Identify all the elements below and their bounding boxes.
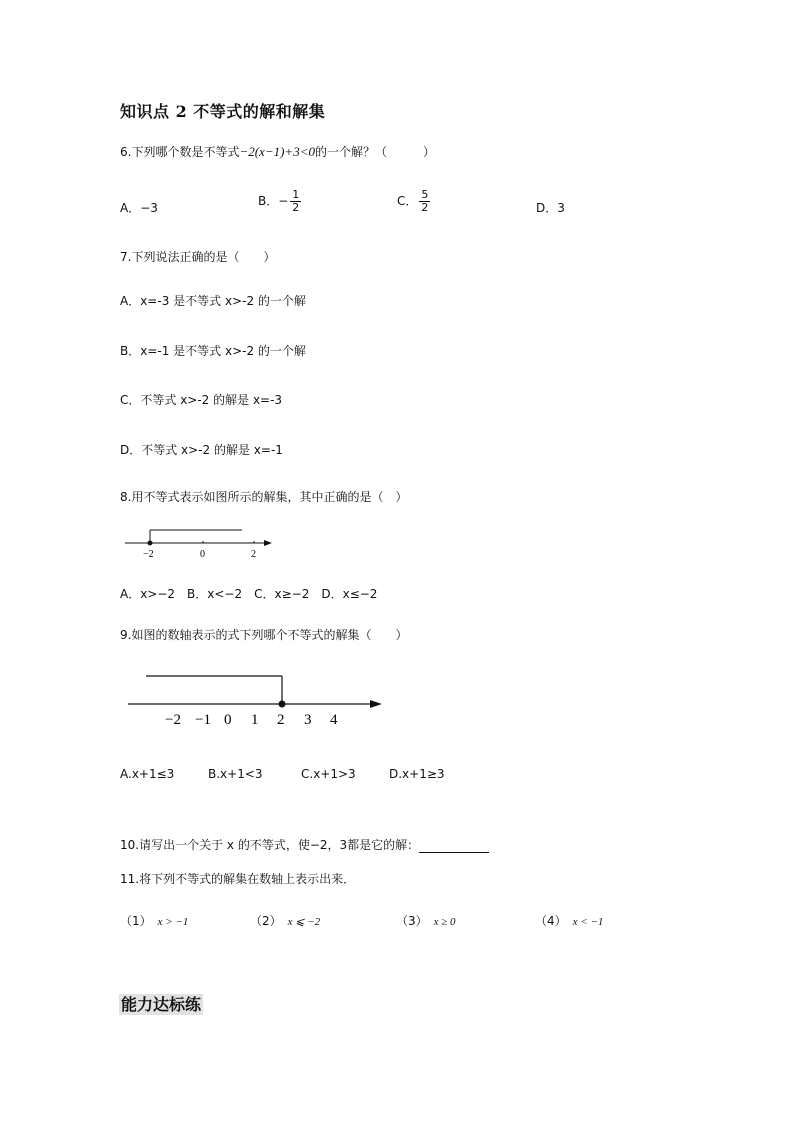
q6-option-b-fraction: $\frac{1}{2}$ <box>292 188 300 214</box>
q11-part-1: （1） x > −1 <box>120 914 189 928</box>
q8-number-line <box>120 522 280 562</box>
section-title: 知识点 2 不等式的解和解集 <box>120 102 326 121</box>
q8-stem: 8.用不等式表示如图所示的解集，其中正确的是（ ） <box>120 490 408 504</box>
q6-option-c-fraction: $\frac{5}{2}$ <box>421 188 429 214</box>
q9-axis-arrow <box>370 700 382 708</box>
q9-label-0: 0 <box>224 712 232 728</box>
q8-label-2: 2 <box>251 549 256 560</box>
q9-option-d: D.x+1≥3 <box>389 767 445 781</box>
q7-option-c: C．不等式 x>-2 的解是 x=-3 <box>120 393 283 407</box>
q9-solid-point <box>279 701 286 708</box>
q6-stem <box>120 143 435 160</box>
q6-prefix: 6.下列哪个数是不等式 <box>120 145 240 159</box>
q9-label-neg1: −1 <box>195 712 211 728</box>
q11-part-4: （4） x < −1 <box>535 914 604 928</box>
q6-suffix: 的一个解？（ ） <box>314 145 435 159</box>
q8-options: A．x>−2 B．x<−2 C．x≥−2 D．x≤−2 <box>120 587 378 601</box>
q8-label-0: 0 <box>200 549 205 560</box>
q7-option-a: A．x=-3 是不等式 x>-2 的一个解 <box>120 294 306 308</box>
q8-axis-arrow <box>264 540 272 546</box>
q9-label-1: 1 <box>251 712 259 728</box>
q7-option-b: B．x=-1 是不等式 x>-2 的一个解 <box>120 344 306 358</box>
q11-part-3: （3） x ≥ 0 <box>396 914 456 928</box>
q6-inequality: −2(x−1)+3<0 <box>239 144 315 159</box>
q10-stem: 10.请写出一个关于 x 的不等式，使−2，3都是它的解： <box>120 836 489 853</box>
q9-option-a: A.x+1≤3 <box>120 767 175 781</box>
q6-option-b: B．− $\frac{1}{2}$ <box>258 188 300 214</box>
q6-option-c: C． $\frac{5}{2}$ <box>397 188 429 214</box>
q9-label-2: 2 <box>277 712 285 728</box>
ability-section-heading: 能力达标练 <box>121 995 202 1014</box>
q10-answer-blank[interactable] <box>419 840 489 853</box>
q7-stem: 7.下列说法正确的是（ ） <box>120 250 276 264</box>
q11-stem: 11.将下列不等式的解集在数轴上表示出来． <box>120 872 356 886</box>
q9-label-neg2: −2 <box>165 712 181 728</box>
q9-number-line <box>120 668 390 732</box>
q6-option-a: A．−3 <box>120 201 158 215</box>
q9-label-4: 4 <box>330 712 338 728</box>
q9-stem: 9.如图的数轴表示的式下列哪个不等式的解集（ ） <box>120 628 408 642</box>
q11-part-2: （2） x ⩽ −2 <box>250 914 321 928</box>
q7-option-d: D．不等式 x>-2 的解是 x=-1 <box>120 443 283 457</box>
q9-label-3: 3 <box>304 712 312 728</box>
q9-option-c: C.x+1>3 <box>301 767 356 781</box>
q8-solid-point <box>148 541 153 546</box>
q9-option-b: B.x+1<3 <box>208 767 263 781</box>
q8-label-neg2: −2 <box>143 549 154 560</box>
q6-option-d: D．3 <box>536 201 565 215</box>
